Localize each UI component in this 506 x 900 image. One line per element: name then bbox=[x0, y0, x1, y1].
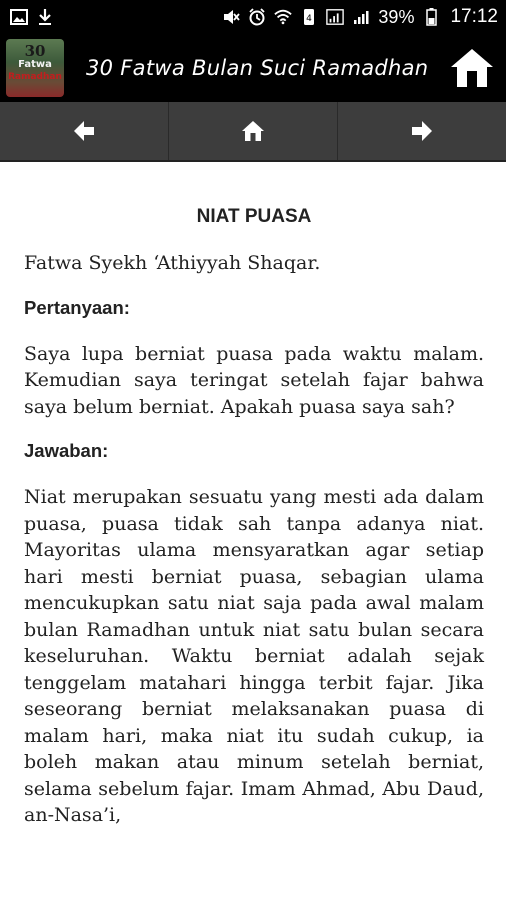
app-title: 30 Fatwa Bulan Suci Ramadhan bbox=[86, 56, 429, 80]
system-icons bbox=[222, 6, 498, 28]
battery-percent: 39% bbox=[378, 6, 415, 27]
signal-icon bbox=[326, 8, 344, 26]
home-button[interactable] bbox=[446, 42, 498, 94]
answer-label: Jawaban: bbox=[24, 440, 109, 461]
nav-bar bbox=[0, 102, 506, 160]
download-icon bbox=[36, 8, 54, 26]
content-area[interactable] bbox=[0, 162, 506, 900]
answer-text: Niat merupakan sesuatu yang mesti ada dalam puasa, puasa tidak sah tanpa adanya niat. Mayoritas ulama mensyaratkan agar setiap hari mesti berniat puasa, sebagian ulama mencukupkan satu niat saja pada awal malam bulan Ramadhan untuk niat satu bulan secara keseluruhan. Waktu berniat adalah sejak tenggelam matahari hingga terbit fajar. Jika seseorang berniat melaksanakan puasa di malam hari, maka niat itu sudah cukup, ia boleh makan atau minum setelah berniat, selama sebelum fajar. Imam Ahmad, Abu Daud, an-Nasa’i, bbox=[24, 486, 484, 826]
status-bar bbox=[0, 0, 506, 34]
question-label: Pertanyaan: bbox=[24, 296, 130, 318]
article bbox=[0, 162, 506, 829]
logo-number: 30 bbox=[24, 42, 46, 60]
home-icon bbox=[449, 47, 495, 89]
mute-icon bbox=[222, 8, 240, 26]
app-logo bbox=[6, 39, 64, 97]
home-icon bbox=[241, 120, 265, 142]
logo-word-ramadhan: Ramadhan bbox=[8, 72, 62, 82]
forward-arrow-icon bbox=[410, 120, 434, 142]
question-text: Saya lupa berniat puasa pada waktu malam. Kemudian saya teringat setelah fajar bahwa saya belum berniat. Apakah puasa saya sah? bbox=[24, 342, 484, 418]
signal-icon bbox=[352, 8, 370, 26]
image-icon bbox=[10, 8, 28, 26]
home-nav-button[interactable] bbox=[169, 102, 338, 160]
previous-button[interactable] bbox=[0, 102, 169, 160]
article-source: Fatwa Syekh ‘Athiyyah Shaqar. bbox=[24, 252, 321, 274]
svg-text:4: 4 bbox=[306, 14, 313, 24]
logo-word-fatwa: Fatwa bbox=[18, 59, 52, 70]
notification-icons bbox=[10, 8, 54, 26]
clock-time: 17:12 bbox=[450, 6, 498, 27]
battery-icon bbox=[422, 8, 440, 26]
back-arrow-icon bbox=[72, 120, 96, 142]
app-bar bbox=[0, 34, 506, 102]
alarm-icon bbox=[248, 8, 266, 26]
wifi-icon bbox=[274, 8, 292, 26]
next-button[interactable] bbox=[338, 102, 506, 160]
data-icon bbox=[300, 8, 318, 26]
article-title: NIAT PUASA bbox=[196, 206, 312, 227]
